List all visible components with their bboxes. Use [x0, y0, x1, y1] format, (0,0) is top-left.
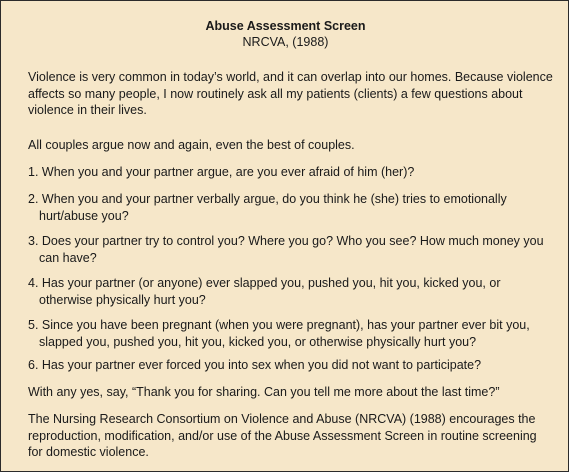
followup-instruction: With any yes, say, “Thank you for sharing. Can you tell me more about the last time?” [28, 385, 500, 399]
question-4: 4. Has your partner (or anyone) ever slapped you, pushed you, hit you, kicked you, or otherwise physically hurt you? [28, 276, 501, 307]
document-subtitle: NRCVA, (1988) [242, 35, 329, 49]
preface-line: All couples argue now and again, even the best of couples. [28, 138, 355, 152]
question-3: 3. Does your partner try to control you? Where you go? Who you see? How much money you can have? [28, 234, 544, 265]
question-2: 2. When you and your partner verbally argue, do you think he (she) tries to emotionally hurt/abuse you? [28, 192, 507, 223]
document-title: Abuse Assessment Screen [205, 19, 366, 33]
question-6: 6. Has your partner ever forced you into sex when you did not want to participate? [28, 358, 482, 372]
footer-note: The Nursing Research Consortium on Violence and Abuse (NRCVA) (1988) encourages the reproduction, modification, and/or use of the Abuse Assessment Screen in routine screening for domestic violence. [28, 412, 537, 459]
question-5: 5. Since you have been pregnant (when you were pregnant), has your partner ever bit you, slapped you, pushed you, hit you, kicked you, or otherwise physically hurt you? [28, 318, 530, 349]
intro-paragraph: Violence is very common in today’s world, and it can overlap into our homes. Because violence affects so many people, I now routinely ask all my patients (clients) a few questions about violence in their lives. [28, 70, 553, 117]
question-1: 1. When you and your partner argue, are you ever afraid of him (her)? [28, 165, 415, 179]
